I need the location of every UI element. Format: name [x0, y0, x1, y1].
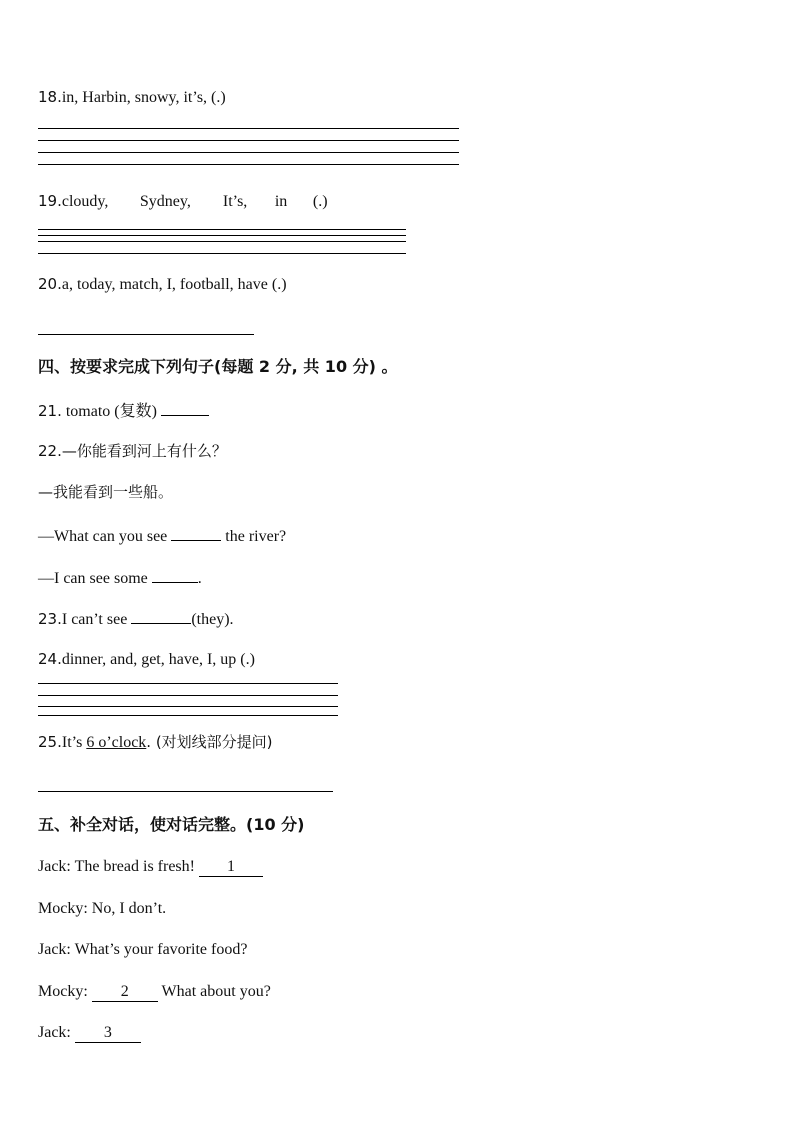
- answer-line[interactable]: [38, 334, 254, 335]
- question-word: Sydney,: [139, 193, 191, 210]
- question-number: 21.: [38, 402, 62, 420]
- answer-line[interactable]: [38, 791, 333, 792]
- dialogue-blank[interactable]: 1: [199, 858, 263, 877]
- question-word: (.): [312, 193, 328, 210]
- question-text: a, today, match, I, football, have (.): [61, 276, 287, 293]
- dialogue-text: Mocky: No, I don’t.: [38, 900, 167, 917]
- question-22: [38, 441, 227, 462]
- chinese-prompt: —你能看到河上有什么？: [61, 442, 227, 460]
- question-number: 23.: [38, 610, 62, 628]
- question-text: It’s: [61, 734, 87, 751]
- answer-blank[interactable]: [131, 607, 191, 624]
- question-text: I can’t see: [61, 611, 132, 628]
- answer-line[interactable]: [38, 715, 338, 716]
- dialogue-text: Mocky:: [38, 983, 92, 1000]
- sentence-text: .: [197, 570, 202, 587]
- question-number: 19.: [38, 192, 62, 210]
- question-number: 18.: [38, 88, 62, 106]
- sentence-text: the river?: [221, 528, 287, 545]
- dialogue-blank[interactable]: 3: [75, 1024, 141, 1043]
- section-heading: 四、按要求完成下列句子(每题 2 分, 共 10 分) 。: [38, 357, 398, 376]
- underlined-phrase: 6 o’clock: [86, 734, 147, 751]
- dialogue-text: What about you?: [157, 983, 271, 1000]
- question-24: [38, 649, 255, 670]
- question-number: 24.: [38, 650, 62, 668]
- dialogue-line: [38, 982, 271, 1002]
- dialogue-line: [38, 899, 166, 919]
- question-23: [38, 607, 234, 630]
- question-word: It’s,: [222, 193, 248, 210]
- answer-line[interactable]: [38, 695, 338, 696]
- sentence-text: —What can you see: [38, 528, 172, 545]
- english-sentence: [38, 524, 286, 547]
- question-20: [38, 274, 287, 295]
- question-text: tomato (复数): [61, 403, 161, 420]
- dialogue-line: [38, 940, 247, 960]
- question-text: (they).: [191, 611, 234, 628]
- question-number: 20.: [38, 275, 62, 293]
- sentence-text: —I can see some: [38, 570, 152, 587]
- question-text: dinner, and, get, have, I, up (.): [61, 651, 255, 668]
- answer-line[interactable]: [38, 152, 459, 153]
- dialogue-line: [38, 1023, 141, 1043]
- answer-line[interactable]: [38, 140, 459, 141]
- answer-blank[interactable]: [171, 524, 221, 541]
- question-text: . (对划线部分提问): [146, 733, 273, 751]
- answer-line[interactable]: [38, 241, 406, 242]
- question-text: in, Harbin, snowy, it’s, (.): [61, 89, 226, 106]
- answer-blank[interactable]: [161, 399, 209, 416]
- section-heading: 五、补全对话，使对话完整。(10 分): [38, 815, 305, 834]
- dialogue-text: Jack:: [38, 1024, 75, 1041]
- answer-line[interactable]: [38, 164, 459, 165]
- answer-blank[interactable]: [152, 566, 198, 583]
- question-18: [38, 87, 226, 108]
- answer-line[interactable]: [38, 683, 338, 684]
- dialogue-text: Jack: What’s your favorite food?: [38, 941, 248, 958]
- answer-line[interactable]: [38, 229, 406, 230]
- chinese-prompt: —我能看到一些船。: [38, 483, 174, 501]
- question-number: 25.: [38, 733, 62, 751]
- answer-line[interactable]: [38, 253, 406, 254]
- dialogue-blank[interactable]: 2: [92, 983, 158, 1002]
- question-word: cloudy,: [61, 193, 109, 210]
- question-25: [38, 732, 273, 753]
- answer-line[interactable]: [38, 235, 406, 236]
- question-number: 22.: [38, 442, 62, 460]
- answer-line[interactable]: [38, 706, 338, 707]
- answer-line[interactable]: [38, 128, 459, 129]
- question-19: [38, 191, 328, 212]
- dialogue-text: Jack: The bread is fresh!: [38, 858, 199, 875]
- english-sentence: [38, 566, 202, 589]
- dialogue-line: [38, 857, 263, 877]
- question-21: [38, 399, 209, 422]
- question-word: in: [274, 193, 288, 210]
